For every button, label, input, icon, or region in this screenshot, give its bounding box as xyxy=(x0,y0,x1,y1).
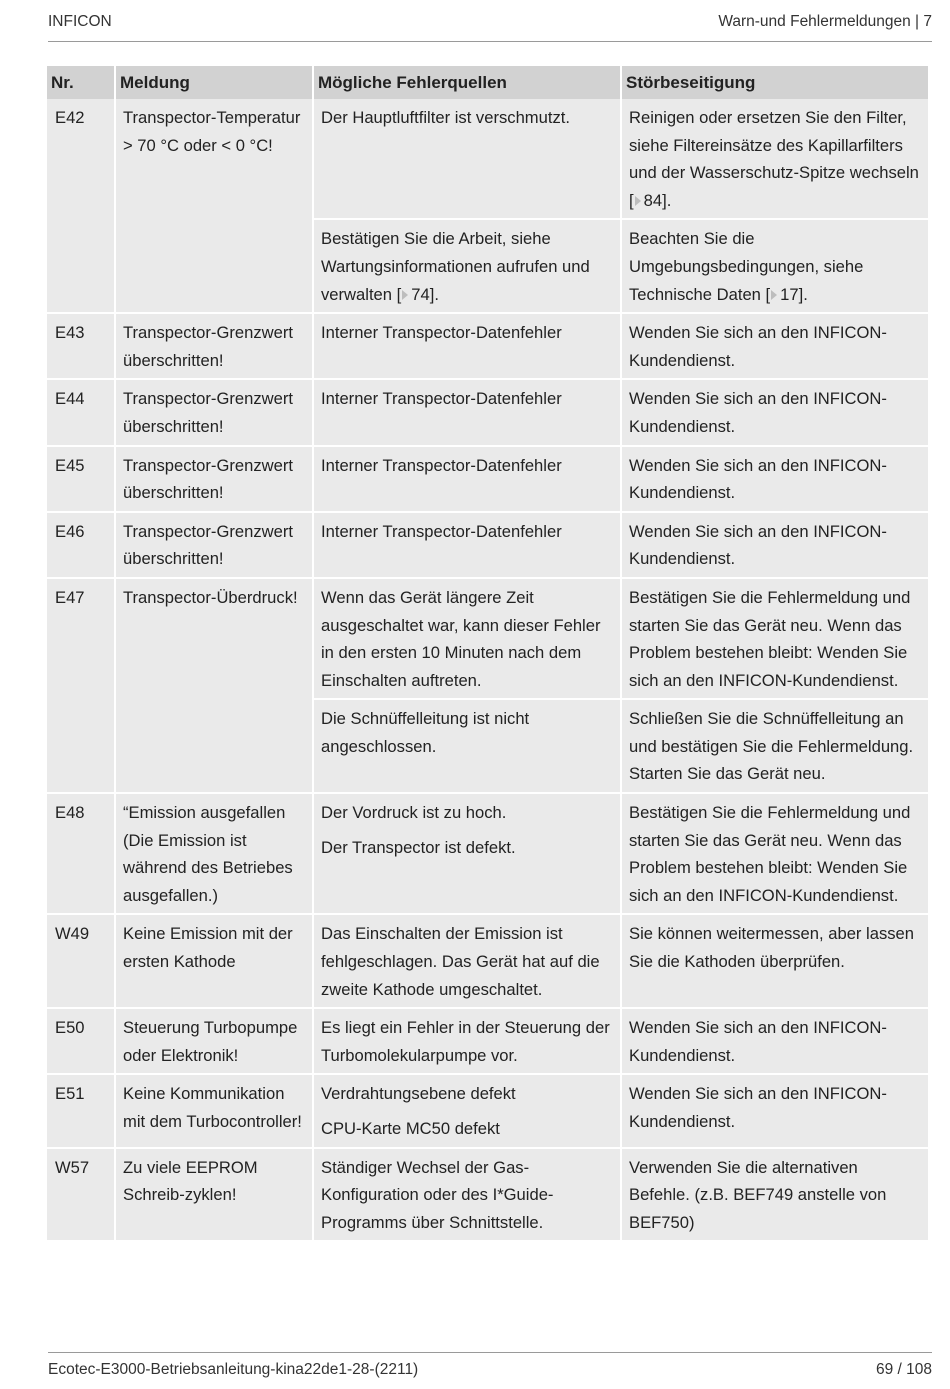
error-message: Keine Emission mit der ersten Kathode xyxy=(115,914,313,1008)
error-code: E48 xyxy=(47,793,115,914)
table-row xyxy=(47,313,929,379)
error-source: Interner Transpector-Datenfehler xyxy=(313,379,621,445)
error-fix: Wenden Sie sich an den INFICON-Kundendienst. xyxy=(621,1074,929,1147)
document-id: Ecotec-E3000-Betriebsanleitung-kina22de1-28-(2211) xyxy=(48,1361,419,1378)
error-code: E51 xyxy=(47,1074,115,1147)
error-message: Transpector-Grenzwert überschritten! xyxy=(115,379,313,445)
error-message: Zu viele EEPROM Schreib-zyklen! xyxy=(115,1148,313,1242)
link-arrow-icon xyxy=(771,290,777,300)
page-link[interactable]: 74 xyxy=(411,284,430,304)
error-fix: Beachten Sie die Umgebungsbedingungen, siehe Technische Daten [ 17]. xyxy=(621,219,929,313)
error-source: Verdrahtungsebene defekt CPU-Karte MC50 defekt xyxy=(313,1074,621,1147)
error-message: Transpector-Grenzwert überschritten! xyxy=(115,512,313,578)
error-fix: Wenden Sie sich an den INFICON-Kundendienst. xyxy=(621,379,929,445)
error-fix: Schließen Sie die Schnüffelleitung an und bestätigen Sie die Fehlermeldung. Starten Sie das Gerät neu. xyxy=(621,699,929,793)
table-row xyxy=(47,1148,929,1242)
error-message: Transpector-Grenzwert überschritten! xyxy=(115,446,313,512)
error-fix: Reinigen oder ersetzen Sie den Filter, siehe Filtereinsätze des Kapillarfilters und der Wasserschutz-Spitze wechseln [ 84]. xyxy=(621,99,929,219)
page-header xyxy=(48,13,932,42)
page-footer xyxy=(48,1352,932,1389)
error-code: W49 xyxy=(47,914,115,1008)
header-nr: Nr. xyxy=(47,66,115,99)
table-header-row xyxy=(47,66,929,99)
error-code: E44 xyxy=(47,379,115,445)
table-row xyxy=(47,512,929,578)
table-row xyxy=(47,99,929,219)
error-fix: Bestätigen Sie die Fehlermeldung und starten Sie das Gerät neu. Wenn das Problem bestehen bleibt: Wenden Sie sich an den INFICON-Kundendienst. xyxy=(621,578,929,699)
table-row xyxy=(47,1074,929,1147)
header-stoerbeseitigung: Störbeseitigung xyxy=(621,66,929,99)
error-fix: Wenden Sie sich an den INFICON-Kundendienst. xyxy=(621,512,929,578)
error-fix: Verwenden Sie die alternativen Befehle. (z.B. BEF749 anstelle von BEF750) xyxy=(621,1148,929,1242)
error-message: Transpector-Temperatur > 70 °C oder < 0 °C! xyxy=(115,99,313,313)
page-link[interactable]: 84 xyxy=(643,190,663,210)
error-source: Interner Transpector-Datenfehler xyxy=(313,313,621,379)
error-fix: Wenden Sie sich an den INFICON-Kundendienst. xyxy=(621,446,929,512)
error-source: Interner Transpector-Datenfehler xyxy=(313,446,621,512)
page-link[interactable]: 17 xyxy=(780,284,799,304)
error-code: E50 xyxy=(47,1008,115,1074)
error-fix: Wenden Sie sich an den INFICON-Kundendienst. xyxy=(621,313,929,379)
error-fix: Sie können weitermessen, aber lassen Sie die Kathoden überprüfen. xyxy=(621,914,929,1008)
page-number: 69 / 108 xyxy=(875,1361,932,1378)
table-row xyxy=(47,379,929,445)
error-code: E42 xyxy=(47,99,115,313)
error-fix: Bestätigen Sie die Fehlermeldung und starten Sie das Gerät neu. Wenn das Problem bestehen bleibt: Wenden Sie sich an den INFICON-Kundendienst. xyxy=(621,793,929,914)
error-code: E45 xyxy=(47,446,115,512)
error-code: E47 xyxy=(47,578,115,793)
error-code: E43 xyxy=(47,313,115,379)
chapter-title: Warn-und Fehlermeldungen | 7 xyxy=(718,13,932,30)
error-source: Es liegt ein Fehler in der Steuerung der Turbomolekularpumpe vor. xyxy=(313,1008,621,1074)
error-code: E46 xyxy=(47,512,115,578)
error-source: Ständiger Wechsel der Gas-Konfiguration oder des I*Guide-Programms über Schnittstelle. xyxy=(313,1148,621,1242)
error-code: W57 xyxy=(47,1148,115,1242)
table-row xyxy=(47,578,929,699)
header-fehlerquellen: Mögliche Fehlerquellen xyxy=(313,66,621,99)
error-fix: Wenden Sie sich an den INFICON-Kundendienst. xyxy=(621,1008,929,1074)
table-row xyxy=(47,914,929,1008)
brand-name: INFICON xyxy=(48,13,112,30)
link-arrow-icon xyxy=(635,196,641,206)
error-message: Transpector-Grenzwert überschritten! xyxy=(115,313,313,379)
error-message: “Emission ausgefallen (Die Emission ist während des Betriebes ausgefallen.) xyxy=(115,793,313,914)
table-row xyxy=(47,446,929,512)
header-meldung: Meldung xyxy=(115,66,313,99)
error-source: Wenn das Gerät längere Zeit ausgeschaltet war, kann dieser Fehler in den ersten 10 Minuten nach dem Einschalten auftreten. xyxy=(313,578,621,699)
error-source: Die Schnüffelleitung ist nicht angeschlossen. xyxy=(313,699,621,793)
link-arrow-icon xyxy=(402,290,408,300)
table-row xyxy=(47,793,929,914)
error-source: Der Hauptluftfilter ist verschmutzt. xyxy=(313,99,621,219)
error-source: Interner Transpector-Datenfehler xyxy=(313,512,621,578)
error-message: Keine Kommunikation mit dem Turbocontroller! xyxy=(115,1074,313,1147)
error-message: Steuerung Turbopumpe oder Elektronik! xyxy=(115,1008,313,1074)
error-source: Bestätigen Sie die Arbeit, siehe Wartungsinformationen aufrufen und verwalten [ 74]. xyxy=(313,219,621,313)
error-message: Transpector-Überdruck! xyxy=(115,578,313,793)
error-source: Der Vordruck ist zu hoch. Der Transpector ist defekt. xyxy=(313,793,621,914)
table-row xyxy=(47,1008,929,1074)
error-source: Das Einschalten der Emission ist fehlgeschlagen. Das Gerät hat auf die zweite Kathode umgeschaltet. xyxy=(313,914,621,1008)
error-table xyxy=(47,66,930,1242)
